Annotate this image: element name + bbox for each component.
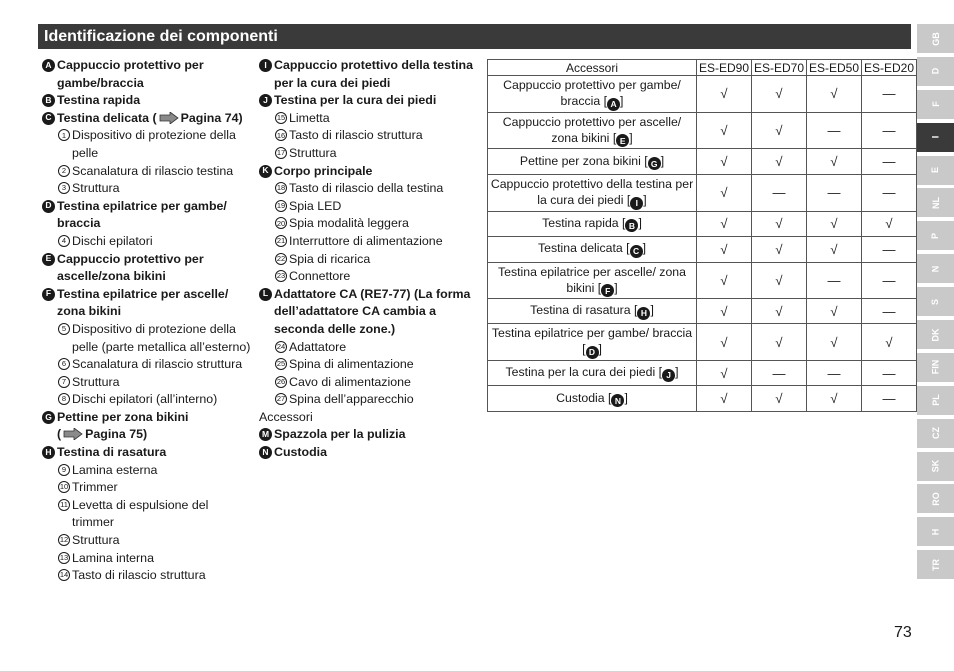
sub-part-label: Struttura: [72, 181, 120, 196]
sub-part-item: [42, 374, 252, 392]
circled-number-marker: 24: [276, 341, 286, 351]
language-tab-gb[interactable]: [917, 24, 954, 53]
table-row: [488, 262, 917, 299]
letter-badge: J: [662, 369, 675, 382]
language-tab-fin[interactable]: [917, 353, 954, 382]
language-tab-label: NL: [930, 196, 941, 209]
letter-badge: H: [42, 446, 55, 459]
included-check-mark: √: [807, 211, 862, 236]
bracket-close: ]: [620, 94, 624, 108]
bracket-close: ]: [629, 130, 633, 145]
included-check-mark: √: [807, 236, 862, 262]
part-label: Cappuccio protettivo della testina per la cura dei piedi: [274, 58, 473, 90]
part-label: Testina epilatrice per ascelle/ zona bikini: [57, 286, 229, 319]
not-included-dash: —: [807, 361, 862, 386]
page-number: 73: [894, 624, 912, 641]
circled-number-marker: 4: [58, 235, 70, 247]
bracket-close: ]: [643, 193, 647, 207]
sub-part-item: [259, 110, 474, 128]
part-label: Adattatore CA (RE7-77) (La forma dell’adattatore CA cambia a seconda delle zone.): [274, 286, 471, 336]
table-row: [488, 76, 917, 113]
sub-part-item: [259, 251, 474, 269]
language-tab-cz[interactable]: [917, 419, 954, 448]
letter-badge: F: [42, 288, 55, 301]
part-label: Testina di rasatura: [57, 445, 167, 460]
accessory-name: Cappuccio protettivo della testina per la cura dei piedi [: [490, 177, 694, 207]
letter-badge: F: [601, 284, 614, 297]
language-tab-s[interactable]: [917, 287, 954, 316]
letter-badge: G: [648, 157, 661, 170]
part-item: [42, 286, 252, 321]
part-item: [42, 409, 252, 444]
not-included-dash: —: [752, 361, 807, 386]
circled-number-marker: 10: [59, 482, 69, 492]
letter-badge: B: [625, 219, 638, 232]
sub-part-item: [42, 391, 252, 409]
language-tab-label: SK: [930, 459, 941, 473]
table-row: [488, 112, 917, 149]
sub-part-label: Tasto di rilascio struttura: [72, 568, 206, 583]
letter-badge: I: [259, 59, 272, 72]
sub-part-label: Dischi epilatori (all’interno): [72, 392, 218, 407]
not-included-dash: —: [862, 112, 917, 149]
circled-number-marker: 27: [276, 394, 286, 404]
sub-part-item: [42, 479, 252, 497]
sub-part-item: [259, 180, 474, 198]
bracket-close: ]: [675, 365, 679, 380]
circled-number-marker: 18: [276, 183, 286, 193]
sub-part-item: [259, 233, 474, 251]
included-check-mark: √: [807, 76, 862, 113]
sub-part-label: Lamina esterna: [72, 462, 158, 477]
bracket-close: ]: [638, 215, 642, 230]
language-tab-label: D: [930, 68, 941, 75]
letter-badge: B: [42, 94, 55, 107]
circled-number-marker: 20: [276, 218, 286, 228]
table-row: [488, 299, 917, 324]
accessory-name-cell: [488, 262, 697, 299]
included-check-mark: √: [697, 361, 752, 386]
parts-list-column-2: [259, 57, 474, 462]
sub-part-label: Scanalatura di rilascio struttura: [72, 357, 243, 372]
letter-badge: E: [42, 253, 55, 266]
language-tab-label: E: [930, 167, 941, 174]
part-label-text: Testina delicata (: [57, 110, 157, 125]
accessory-name: Testina epilatrice per gambe/ braccia [: [491, 326, 693, 357]
included-check-mark: √: [752, 262, 807, 299]
not-included-dash: —: [862, 236, 917, 262]
sub-part-item: [42, 462, 252, 480]
part-item: [42, 110, 252, 128]
part-item: [42, 444, 252, 462]
column-header-accessori: Accessori: [488, 60, 697, 76]
included-check-mark: √: [697, 299, 752, 324]
accessory-name-cell: [488, 211, 697, 236]
language-tab-nl[interactable]: [917, 188, 954, 217]
sub-part-label: Adattatore: [289, 339, 347, 354]
included-check-mark: √: [752, 299, 807, 324]
language-tab-label: P: [930, 232, 941, 239]
part-item: [259, 426, 474, 444]
language-tab-label: I: [930, 135, 941, 139]
accessory-name: Testina per la cura dei piedi [: [505, 365, 663, 380]
accessory-name: Cappuccio protettivo per gambe/ braccia [: [503, 78, 681, 108]
letter-badge: E: [616, 134, 629, 147]
circled-number-marker: 6: [58, 358, 70, 370]
bracket-close: ]: [598, 342, 602, 357]
language-tab-p[interactable]: [917, 221, 954, 250]
included-check-mark: √: [807, 386, 862, 412]
part-label: Cappuccio protettivo per gambe/braccia: [57, 58, 204, 90]
parts-list-column-1: [42, 57, 252, 585]
language-tab-sk[interactable]: [917, 452, 954, 481]
sub-part-label: Connettore: [289, 269, 351, 284]
sub-part-item: [42, 356, 252, 374]
language-tabs: [917, 24, 954, 583]
letter-badge: H: [637, 307, 650, 320]
table-row: [488, 361, 917, 386]
sub-part-item: [259, 339, 474, 357]
circled-number-marker: 9: [58, 464, 70, 476]
part-item: [42, 198, 252, 233]
language-tab-pl[interactable]: [917, 386, 954, 415]
letter-badge: C: [42, 112, 55, 125]
letter-badge: N: [611, 394, 624, 407]
part-item: [42, 251, 252, 286]
sub-part-item: [42, 233, 252, 251]
part-label: Testina per la cura dei piedi: [274, 93, 437, 108]
letter-badge: M: [259, 428, 272, 441]
part-item: [259, 57, 474, 92]
accessory-name-cell: [488, 76, 697, 113]
circled-number-marker: 16: [276, 130, 286, 140]
not-included-dash: —: [752, 175, 807, 212]
page-reference-open: (: [57, 427, 62, 442]
table-header-row: [488, 60, 917, 76]
accessory-name: Testina epilatrice per ascelle/ zona bikini [: [498, 264, 686, 295]
sub-part-label: Spia modalità leggera: [289, 216, 409, 231]
accessories-table: [487, 59, 917, 412]
letter-badge: D: [42, 200, 55, 213]
section-title: Identificazione dei componenti: [38, 24, 911, 49]
not-included-dash: —: [807, 175, 862, 212]
table-row: [488, 236, 917, 262]
table-row: [488, 175, 917, 212]
sub-part-item: [259, 145, 474, 163]
column-header-model: ES-ED90: [697, 60, 752, 76]
language-tab-label: CZ: [930, 427, 941, 440]
not-included-dash: —: [862, 76, 917, 113]
column-header-model: ES-ED20: [862, 60, 917, 76]
sub-part-label: Interruttore di alimentazione: [289, 233, 443, 248]
letter-badge: L: [259, 288, 272, 301]
accessory-name: Pettine per zona bikini [: [519, 153, 648, 168]
sub-part-label: Spia di ricarica: [289, 251, 371, 266]
table-row: [488, 324, 917, 361]
accessory-name: Testina rapida [: [542, 215, 626, 230]
included-check-mark: √: [752, 149, 807, 175]
circled-number-marker: 11: [58, 499, 70, 511]
language-tab-label: RO: [930, 492, 941, 506]
language-tab-e[interactable]: [917, 156, 954, 185]
sub-part-item: [42, 180, 252, 198]
letter-badge: A: [42, 59, 55, 72]
not-included-dash: —: [862, 149, 917, 175]
language-tab-n[interactable]: [917, 254, 954, 283]
accessory-name-cell: [488, 299, 697, 324]
not-included-dash: —: [807, 262, 862, 299]
circled-number-marker: 12: [59, 535, 69, 545]
accessory-name: Testina di rasatura [: [530, 303, 638, 318]
letter-badge: I: [630, 197, 643, 210]
sub-part-label: Levetta di espulsione del trimmer: [72, 497, 209, 530]
circled-number-marker: 8: [58, 393, 70, 405]
not-included-dash: —: [807, 112, 862, 149]
circled-number-marker: 15: [276, 112, 286, 122]
part-label: [57, 110, 252, 128]
circled-number-marker: 21: [276, 236, 286, 246]
included-check-mark: √: [697, 211, 752, 236]
included-check-mark: √: [752, 236, 807, 262]
sub-part-item: [42, 550, 252, 568]
sub-part-label: Cavo di alimentazione: [289, 374, 411, 389]
not-included-dash: —: [862, 262, 917, 299]
accessory-name-cell: [488, 386, 697, 412]
page-reference-arrow-icon: [159, 112, 179, 124]
sub-part-label: Limetta: [289, 110, 330, 125]
included-check-mark: √: [697, 236, 752, 262]
sub-part-item: [42, 127, 252, 162]
circled-number-marker: 14: [59, 570, 69, 580]
language-tab-label: DK: [930, 328, 941, 342]
included-check-mark: √: [862, 211, 917, 236]
accessory-name: Testina delicata [: [537, 241, 630, 256]
accessory-name-cell: [488, 361, 697, 386]
included-check-mark: √: [807, 324, 862, 361]
letter-badge: N: [259, 446, 272, 459]
language-tab-label: H: [930, 528, 941, 536]
page-reference: Pagina 74): [180, 110, 243, 125]
circled-number-marker: 26: [276, 376, 286, 386]
sub-part-label: Struttura: [72, 374, 120, 389]
language-tab-label: F: [930, 101, 941, 108]
sub-part-item: [259, 374, 474, 392]
letter-badge: J: [259, 94, 272, 107]
not-included-dash: —: [862, 175, 917, 212]
table-row: [488, 386, 917, 412]
circled-number-marker: 22: [276, 253, 286, 263]
sub-part-item: [42, 497, 252, 532]
part-label: [57, 409, 252, 444]
part-label: Cappuccio protettivo per ascelle/zona bikini: [57, 251, 204, 284]
sub-part-label: Struttura: [72, 533, 120, 548]
language-tab-dk[interactable]: [917, 320, 954, 349]
accessory-name-cell: [488, 324, 697, 361]
column-header-model: ES-ED70: [752, 60, 807, 76]
part-label: Testina epilatrice per gambe/ braccia: [57, 198, 227, 231]
language-tab-label: S: [930, 298, 941, 305]
included-check-mark: √: [697, 262, 752, 299]
language-tab-ro[interactable]: [917, 484, 954, 513]
sub-part-item: [259, 127, 474, 145]
sub-part-label: Scanalatura di rilascio testina: [72, 163, 234, 178]
accessory-name-cell: [488, 149, 697, 175]
page-reference-arrow-icon: [63, 428, 83, 440]
letter-badge: D: [586, 346, 599, 359]
language-tab-tr[interactable]: [917, 550, 954, 579]
circled-number-marker: 3: [58, 182, 70, 194]
sub-part-label: Lamina interna: [72, 550, 154, 565]
sub-part-label: Struttura: [289, 145, 337, 160]
part-item: [42, 92, 252, 110]
included-check-mark: √: [807, 299, 862, 324]
letter-badge: G: [42, 411, 55, 424]
letter-badge: C: [630, 245, 643, 258]
sub-part-label: Dispositivo di protezione della pelle (parte metallica all’esterno): [72, 321, 251, 354]
part-item: [42, 57, 252, 92]
included-check-mark: √: [752, 386, 807, 412]
included-check-mark: √: [697, 386, 752, 412]
language-tab-label: PL: [930, 394, 941, 407]
included-check-mark: √: [697, 76, 752, 113]
part-item: [259, 92, 474, 110]
included-check-mark: √: [697, 324, 752, 361]
circled-number-marker: 17: [276, 148, 286, 158]
section-label: Accessori: [259, 409, 313, 424]
part-label: Corpo principale: [274, 163, 373, 178]
language-tab-label: FIN: [930, 360, 941, 375]
included-check-mark: √: [752, 324, 807, 361]
sub-part-item: [42, 567, 252, 585]
table-row: [488, 211, 917, 236]
included-check-mark: √: [697, 149, 752, 175]
accessory-name-cell: [488, 112, 697, 149]
sub-part-item: [259, 391, 474, 409]
language-tab-i[interactable]: [917, 123, 954, 152]
letter-badge: K: [259, 165, 272, 178]
language-tab-d[interactable]: [917, 57, 954, 86]
included-check-mark: √: [807, 149, 862, 175]
included-check-mark: √: [697, 175, 752, 212]
sub-part-item: [42, 163, 252, 181]
circled-number-marker: 19: [276, 200, 286, 210]
part-label: Testina rapida: [57, 93, 141, 108]
accessory-name: Cappuccio protettivo per ascelle/ zona bikini [: [502, 114, 682, 145]
language-tab-h[interactable]: [917, 517, 954, 546]
included-check-mark: √: [752, 112, 807, 149]
accessory-name-cell: [488, 175, 697, 212]
page-reference: Pagina 75): [85, 427, 148, 442]
bracket-close: ]: [624, 390, 628, 405]
part-label: Custodia: [274, 445, 328, 460]
language-tab-label: N: [930, 265, 941, 272]
bracket-close: ]: [660, 153, 665, 168]
included-check-mark: √: [752, 76, 807, 113]
language-tab-label: GB: [930, 31, 941, 46]
part-label-text: Pettine per zona bikini: [57, 409, 189, 424]
sub-part-label: Trimmer: [72, 480, 118, 495]
letter-badge: A: [607, 98, 620, 111]
not-included-dash: —: [862, 361, 917, 386]
included-check-mark: √: [752, 211, 807, 236]
sub-part-label: Spina dell’apparecchio: [289, 392, 414, 407]
sub-part-item: [42, 532, 252, 550]
not-included-dash: —: [862, 386, 917, 412]
circled-number-marker: 1: [58, 129, 70, 141]
language-tab-f[interactable]: [917, 90, 954, 119]
sub-part-item: [42, 321, 252, 356]
language-tab-label: TR: [930, 558, 941, 571]
included-check-mark: √: [697, 112, 752, 149]
bracket-close: ]: [642, 241, 647, 256]
sub-part-label: Tasto di rilascio della testina: [289, 181, 444, 196]
part-item: [259, 286, 474, 339]
accessory-name: Custodia [: [556, 390, 612, 405]
sub-part-label: Spina di alimentazione: [289, 357, 414, 372]
circled-number-marker: 23: [276, 271, 286, 281]
part-item: [259, 444, 474, 462]
part-item: [259, 163, 474, 181]
sub-part-label: Dischi epilatori: [72, 233, 153, 248]
accessory-name-cell: [488, 236, 697, 262]
sub-part-label: Dispositivo di protezione della pelle: [72, 128, 236, 160]
column-header-model: ES-ED50: [807, 60, 862, 76]
circled-number-marker: 13: [59, 552, 69, 562]
not-included-dash: —: [862, 299, 917, 324]
bracket-close: ]: [650, 303, 654, 318]
table-row: [488, 149, 917, 175]
circled-number-marker: 5: [58, 323, 70, 335]
sub-part-item: [259, 356, 474, 374]
sub-part-item: [259, 215, 474, 233]
part-label: Spazzola per la pulizia: [274, 427, 406, 442]
circled-number-marker: 25: [276, 359, 286, 369]
sub-part-item: [259, 268, 474, 286]
sub-part-label: Tasto di rilascio struttura: [289, 128, 423, 143]
circled-number-marker: 7: [58, 376, 70, 388]
bracket-close: ]: [614, 280, 618, 295]
included-check-mark: √: [862, 324, 917, 361]
circled-number-marker: 2: [58, 165, 70, 177]
sub-part-item: [259, 198, 474, 216]
sub-part-label: Spia LED: [289, 198, 342, 213]
